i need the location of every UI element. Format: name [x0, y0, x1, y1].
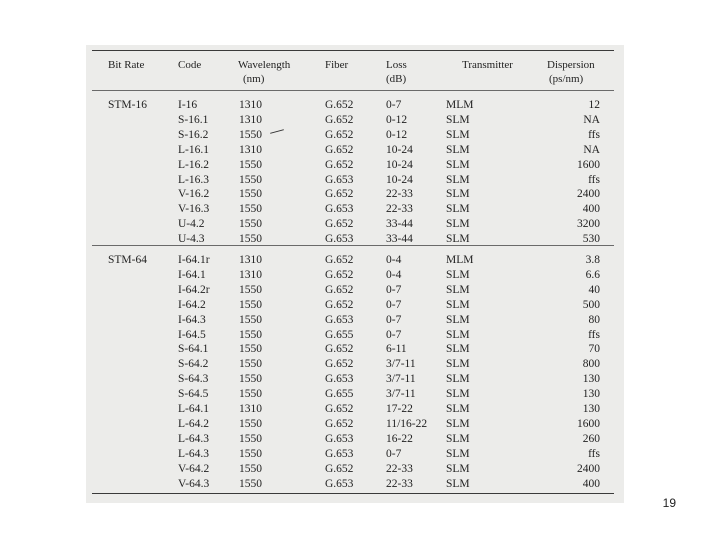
cell-loss: 16-22	[386, 432, 413, 445]
cell-loss: 0-7	[386, 99, 402, 111]
cell-transmitter: SLM	[446, 328, 470, 341]
cell-loss: 0-7	[386, 298, 402, 311]
cell-fiber: G.652	[325, 268, 354, 281]
cell-transmitter: SLM	[446, 358, 470, 371]
cell-fiber: G.653	[325, 313, 354, 326]
cell-transmitter: SLM	[446, 143, 470, 156]
cell-loss: 0-7	[386, 313, 402, 326]
cell-dispersion: 3.8	[585, 254, 600, 266]
cell-loss: 22-33	[386, 477, 413, 490]
scanned-table	[86, 45, 624, 503]
cell-fiber: G.652	[325, 343, 354, 356]
cell-fiber: G.652	[325, 358, 354, 371]
cell-loss: 0-12	[386, 128, 408, 141]
cell-transmitter: SLM	[446, 417, 470, 430]
cell-fiber: G.655	[325, 328, 354, 341]
cell-code: I-64.5	[178, 328, 206, 341]
cell-wavelength: 1550	[239, 298, 262, 311]
cell-loss: 0-4	[386, 268, 402, 281]
cell-dispersion: ffs	[588, 447, 600, 460]
cell-wavelength: 1550	[239, 283, 262, 296]
cell-dispersion: 400	[582, 477, 600, 490]
cell-code: S-64.2	[178, 358, 209, 371]
cell-dispersion: 40	[588, 283, 600, 296]
cell-code: V-64.2	[178, 462, 210, 475]
cell-transmitter: SLM	[446, 343, 470, 356]
cell-loss: 3/7-11	[386, 388, 416, 401]
cell-wavelength: 1550	[239, 128, 262, 141]
cell-dispersion: 12	[588, 99, 600, 111]
cell-fiber: G.652	[325, 254, 354, 266]
cell-dispersion: ffs	[588, 328, 600, 341]
cell-wavelength: 1550	[239, 203, 262, 216]
cell-code: I-64.3	[178, 313, 206, 326]
cell-wavelength: 1310	[239, 113, 262, 126]
cell-loss: 0-4	[386, 254, 402, 266]
cell-loss: 6-11	[386, 343, 407, 356]
cell-code: L-64.3	[178, 432, 209, 445]
cell-code: U-4.2	[178, 218, 205, 231]
cell-wavelength: 1550	[239, 358, 262, 371]
cell-loss: 33-44	[386, 233, 413, 246]
cell-code: L-16.3	[178, 173, 209, 186]
group-bit-rate: STM-16	[108, 99, 147, 111]
cell-code: S-64.5	[178, 388, 209, 401]
cell-dispersion: 80	[588, 313, 600, 326]
cell-loss: 3/7-11	[386, 373, 416, 386]
cell-loss: 3/7-11	[386, 358, 416, 371]
cell-code: L-64.3	[178, 447, 209, 460]
cell-wavelength: 1550	[239, 328, 262, 341]
cell-fiber: G.652	[325, 99, 354, 111]
cell-transmitter: SLM	[446, 158, 470, 171]
cell-dispersion: NA	[583, 143, 600, 156]
cell-code: L-64.1	[178, 403, 209, 415]
cell-fiber: G.652	[325, 298, 354, 311]
cell-code: S-16.2	[178, 128, 209, 141]
group-separator-rule	[92, 245, 614, 246]
cell-code: V-16.3	[178, 203, 210, 216]
cell-transmitter: SLM	[446, 313, 470, 326]
cell-code: V-64.3	[178, 477, 210, 490]
cell-code: I-64.2r	[178, 283, 210, 296]
cell-transmitter: SLM	[446, 113, 470, 126]
cell-wavelength: 1550	[239, 462, 262, 475]
cell-loss: 10-24	[386, 173, 413, 186]
cell-dispersion: 800	[582, 358, 600, 371]
cell-wavelength: 1550	[239, 432, 262, 445]
cell-dispersion: 1600	[577, 417, 600, 430]
cell-code: L-16.2	[178, 158, 209, 171]
cell-dispersion: 130	[582, 388, 600, 401]
cell-transmitter: SLM	[446, 283, 470, 296]
cell-loss: 22-33	[386, 188, 413, 201]
header-rule	[92, 90, 614, 91]
cell-fiber: G.653	[325, 373, 354, 386]
cell-dispersion: 260	[582, 432, 600, 445]
cell-fiber: G.653	[325, 173, 354, 186]
cell-code: I-64.1	[178, 268, 206, 281]
cell-dispersion: 2400	[577, 188, 600, 201]
cell-fiber: G.653	[325, 477, 354, 490]
cell-wavelength: 1550	[239, 173, 262, 186]
cell-dispersion: 130	[582, 403, 600, 415]
cell-fiber: G.653	[325, 233, 354, 246]
cell-code: V-16.2	[178, 188, 210, 201]
cell-wavelength: 1550	[239, 158, 262, 171]
cell-transmitter: SLM	[446, 218, 470, 231]
cell-fiber: G.652	[325, 158, 354, 171]
cell-fiber: G.652	[325, 143, 354, 156]
cell-loss: 10-24	[386, 143, 413, 156]
header-loss-unit: (dB)	[386, 73, 407, 85]
cell-dispersion: 6.6	[585, 268, 600, 281]
bottom-rule	[92, 493, 614, 494]
cell-code: I-16	[178, 99, 198, 111]
cell-fiber: G.653	[325, 447, 354, 460]
cell-wavelength: 1310	[239, 254, 262, 266]
cell-transmitter: SLM	[446, 432, 470, 445]
cell-dispersion: 70	[588, 343, 600, 356]
cell-fiber: G.653	[325, 203, 354, 216]
cell-dispersion: 500	[582, 298, 600, 311]
cell-fiber: G.652	[325, 128, 354, 141]
cell-dispersion: 2400	[577, 462, 600, 475]
cell-fiber: G.652	[325, 403, 354, 415]
cell-wavelength: 1310	[239, 403, 262, 415]
group-bit-rate: STM-64	[108, 254, 147, 266]
cell-transmitter: SLM	[446, 447, 470, 460]
cell-wavelength: 1310	[239, 268, 262, 281]
cell-code: S-16.1	[178, 113, 209, 126]
cell-dispersion: NA	[583, 113, 600, 126]
cell-fiber: G.652	[325, 188, 354, 201]
cell-transmitter: SLM	[446, 403, 470, 415]
cell-wavelength: 1550	[239, 388, 262, 401]
cell-transmitter: SLM	[446, 373, 470, 386]
cell-fiber: G.655	[325, 388, 354, 401]
cell-loss: 10-24	[386, 158, 413, 171]
header-loss: Loss	[386, 59, 407, 71]
cell-code: S-64.3	[178, 373, 209, 386]
cell-dispersion: 130	[582, 373, 600, 386]
cell-dispersion: 1600	[577, 158, 600, 171]
cell-transmitter: SLM	[446, 233, 470, 246]
cell-wavelength: 1550	[239, 233, 262, 246]
top-rule	[92, 50, 614, 51]
cell-fiber: G.653	[325, 432, 354, 445]
cell-transmitter: MLM	[446, 99, 474, 111]
header-fiber: Fiber	[325, 59, 349, 71]
cell-loss: 22-33	[386, 462, 413, 475]
cell-fiber: G.652	[325, 283, 354, 296]
cell-loss: 17-22	[386, 403, 413, 415]
cell-wavelength: 1550	[239, 188, 262, 201]
cell-code: L-64.2	[178, 417, 209, 430]
cell-code: S-64.1	[178, 343, 209, 356]
cell-fiber: G.652	[325, 113, 354, 126]
cell-loss: 33-44	[386, 218, 413, 231]
cell-wavelength: 1550	[239, 313, 262, 326]
header-dispersion-unit: (ps/nm)	[549, 73, 584, 85]
cell-wavelength: 1550	[239, 417, 262, 430]
header-code: Code	[178, 59, 202, 71]
cell-wavelength: 1550	[239, 447, 262, 460]
cell-loss: 0-7	[386, 283, 402, 296]
cell-fiber: G.652	[325, 417, 354, 430]
cell-wavelength: 1550	[239, 343, 262, 356]
cell-code: I-64.1r	[178, 254, 210, 266]
header-dispersion: Dispersion	[547, 59, 595, 71]
header-transmitter: Transmitter	[462, 59, 513, 71]
cell-dispersion: 530	[582, 233, 600, 246]
cell-wavelength: 1310	[239, 99, 262, 111]
cell-code: L-16.1	[178, 143, 209, 156]
header-wavelength-unit: (nm)	[243, 73, 265, 85]
cell-fiber: G.652	[325, 218, 354, 231]
cell-transmitter: SLM	[446, 173, 470, 186]
cell-transmitter: MLM	[446, 254, 474, 266]
cell-transmitter: SLM	[446, 128, 470, 141]
cell-loss: 22-33	[386, 203, 413, 216]
cell-transmitter: SLM	[446, 268, 470, 281]
cell-code: I-64.2	[178, 298, 206, 311]
cell-loss: 0-12	[386, 113, 408, 126]
header-wavelength: Wavelength	[238, 59, 291, 71]
cell-loss: 0-7	[386, 447, 402, 460]
cell-transmitter: SLM	[446, 298, 470, 311]
cell-wavelength: 1550	[239, 477, 262, 490]
cell-fiber: G.652	[325, 462, 354, 475]
cell-wavelength: 1550	[239, 218, 262, 231]
cell-transmitter: SLM	[446, 203, 470, 216]
cell-transmitter: SLM	[446, 477, 470, 490]
cell-transmitter: SLM	[446, 188, 470, 201]
cell-code: U-4.3	[178, 233, 205, 246]
cell-wavelength: 1310	[239, 143, 262, 156]
cell-dispersion: 400	[582, 203, 600, 216]
header-bit-rate: Bit Rate	[108, 59, 145, 71]
cell-loss: 0-7	[386, 328, 402, 341]
cell-loss: 11/16-22	[386, 417, 428, 430]
cell-wavelength: 1550	[239, 373, 262, 386]
cell-transmitter: SLM	[446, 388, 470, 401]
page-number: 19	[662, 496, 676, 510]
cell-dispersion: ffs	[588, 128, 600, 141]
cell-transmitter: SLM	[446, 462, 470, 475]
cell-dispersion: 3200	[577, 218, 600, 231]
cell-dispersion: ffs	[588, 173, 600, 186]
